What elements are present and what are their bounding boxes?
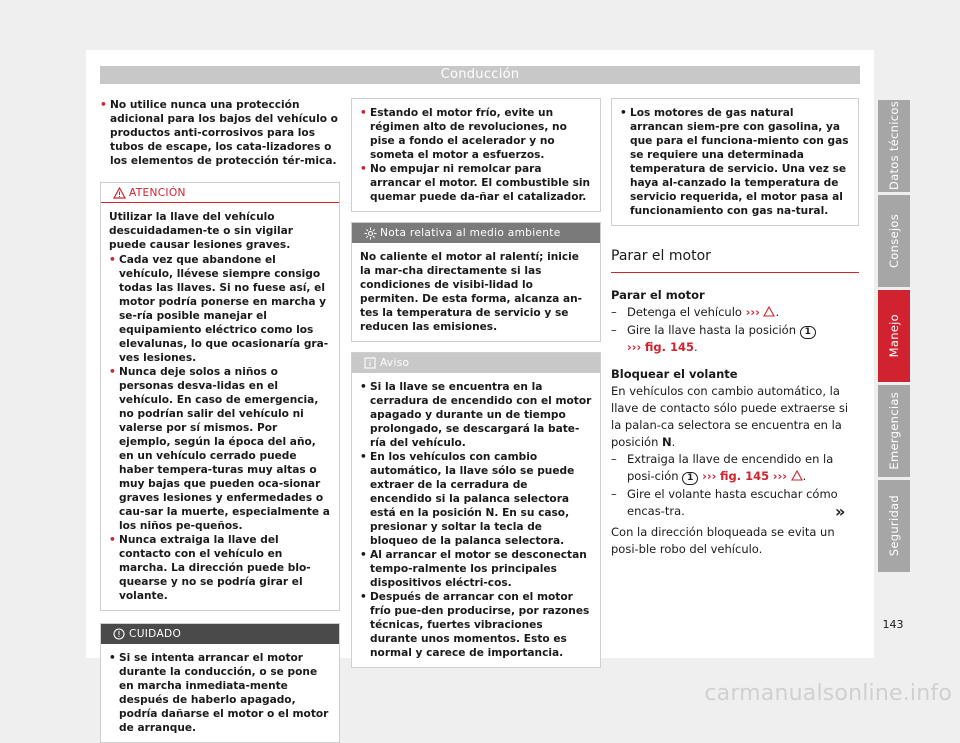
tab-datos-tecnicos[interactable]: Datos técnicos [878,100,910,192]
atencion-header [101,183,339,203]
position-badge: 1 [682,472,698,485]
chapter-tabs [878,100,910,575]
nota-title: Nota relativa al medio ambiente [380,227,561,239]
list-item: • Nunca extraiga la llave del contacto con el vehículo en marcha. La dirección puede blo-quearse y no se podría girar el volante. [109,533,331,603]
intro-bullets [100,98,340,168]
column-2 [351,98,601,668]
subheading-bloquear: Bloquear el volante [611,367,738,381]
info-circle-icon [111,624,127,644]
watermark: carmanualsonline.info [704,681,952,706]
nota-header [352,223,600,243]
atencion-box [100,182,340,611]
leaf-icon [362,223,378,243]
step-extraiga: – Extraiga la llave de encendido en la posi-ción 1 ››› fig. 145 ››› . [611,451,859,486]
list-item: • Al arrancar el motor se desconectan tempo-ralmente los principales dispositivos eléctri-cos. [360,548,592,590]
atencion-title: ATENCIÓN [129,187,186,199]
tab-consejos[interactable]: Consejos [878,195,910,287]
tab-seguridad[interactable]: Seguridad [878,480,910,572]
warning-triangle-icon [791,469,803,486]
column-1 [100,98,340,743]
nota-text: No caliente el motor al ralentí; inicie la mar-cha directamente si las condiciones de visibi-lidad lo permiten. De esta forma, alcanza an-tes la temperatura de servicio y se reducen las emisiones. [360,251,583,333]
list-item: • Después de arrancar con el motor frío pue-den producirse, por razones técnicas, fuertes vibraciones durante unos momentos. Esto es normal y carece de importancia. [360,590,592,660]
list-item: • Nunca deje solos a niños o personas desva-lidas en el vehículo. En caso de emergencia, no podrían salir del vehículo ni valerse por sí mismos. Por ejemplo, según la época del año, en un vehículo cerrado puede haber tempera-turas muy altas o muy bajas que pueden oca-sionar graves lesiones y enfermedades o cau-sar la muerte, especialmente a los niños pe-queños. [109,365,331,533]
gas-note-box [611,98,859,226]
aviso-header [352,353,600,373]
continued-box [351,98,601,212]
cuidado-title: CUIDADO [129,628,182,640]
step-gire-volante: – Gire el volante hasta escuchar cómo encas-tra. [611,486,859,520]
subheading-parar: Parar el motor [611,288,705,302]
page-number: 143 [882,618,904,631]
list-item: • En los vehículos con cambio automático, la llave sólo se puede extraer de la cerradura de encendido si la palanca selectora está en la posición N. En su caso, presionar y soltar la tecla de bloqueo de la palanca selectora. [360,450,592,548]
position-badge: 1 [800,326,816,339]
tab-manejo[interactable]: Manejo [878,290,910,382]
list-item: • Si la llave se encuentra en la cerradura de encendido con el motor apagado y durante un de tiempo prolongado, se descargará la bate-ría del vehículo. [360,380,592,450]
step-gire-llave: – Gire la llave hasta la posición 1 ››› fig. 145. [611,322,859,356]
list-item: • Estando el motor frío, evite un régimen alto de revoluciones, no pise a fondo el acelerador y no someta el motor a esfuerzos. [360,106,592,162]
atencion-intro: Utilizar la llave del vehículo descuidadamen-te o sin vigilar puede causar lesiones graves. [109,211,293,251]
figure-link[interactable]: fig. 145 [644,340,695,354]
list-item: • Cada vez que abandone el vehículo, llévese siempre consigo todas las llaves. Si no fuese así, el motor podría ponerse en marcha y se-ría posible manejar el equipamiento eléctrico como los elevalunas, lo que ocasionaría gra-ves lesiones. [109,253,331,365]
warning-triangle-icon [763,305,775,322]
list-item: • No utilice nunca una protección adicional para los bajos del vehículo o productos anti-corrosivos para los tubos de escape, los cata-lizadores o los elementos de protección tér-mica. [100,98,340,168]
aviso-box [351,352,601,668]
cuidado-header [101,624,339,644]
section-title: Parar el motor [611,248,859,273]
list-item: • No empujar ni remolcar para arrancar el motor. El combustible sin quemar puede da-ñar el catalizador. [360,162,592,204]
list-item: • Si se intenta arrancar el motor durante la conducción, o se pone en marcha inmediata-mente después de haberlo apagado, podría dañarse el motor o el motor de arranque. [109,651,331,735]
list-item: • Los motores de gas natural arrancan siem-pre con gasolina, ya que para el funciona-miento con gas se requiere una determinada temperatura de servicio. Una vez se haya al-canzado la temperatura de servicio requerida, el motor pasa al funcionamiento con gas na-tural. [620,106,850,218]
aviso-title: Aviso [380,357,410,369]
continue-mark: » [835,502,846,521]
step-detenga: – Detenga el vehículo ››› . [611,304,859,322]
nota-box [351,222,601,342]
paragraph-robo: Con la dirección bloqueada se evita un posi-ble robo del vehículo. [611,525,835,556]
warning-triangle-icon [111,183,127,203]
page-header: Conducción [100,66,860,84]
column-3 [611,98,859,558]
figure-link[interactable]: fig. 145 [719,469,770,483]
tab-emergencias[interactable]: Emergencias [878,385,910,477]
paragraph-cambio: En vehículos con cambio automático, la llave de contacto sólo puede extraerse si la palan-ca selectora se encuentra en la posición N. [611,384,849,449]
note-icon [362,353,378,373]
cuidado-box [100,623,340,743]
